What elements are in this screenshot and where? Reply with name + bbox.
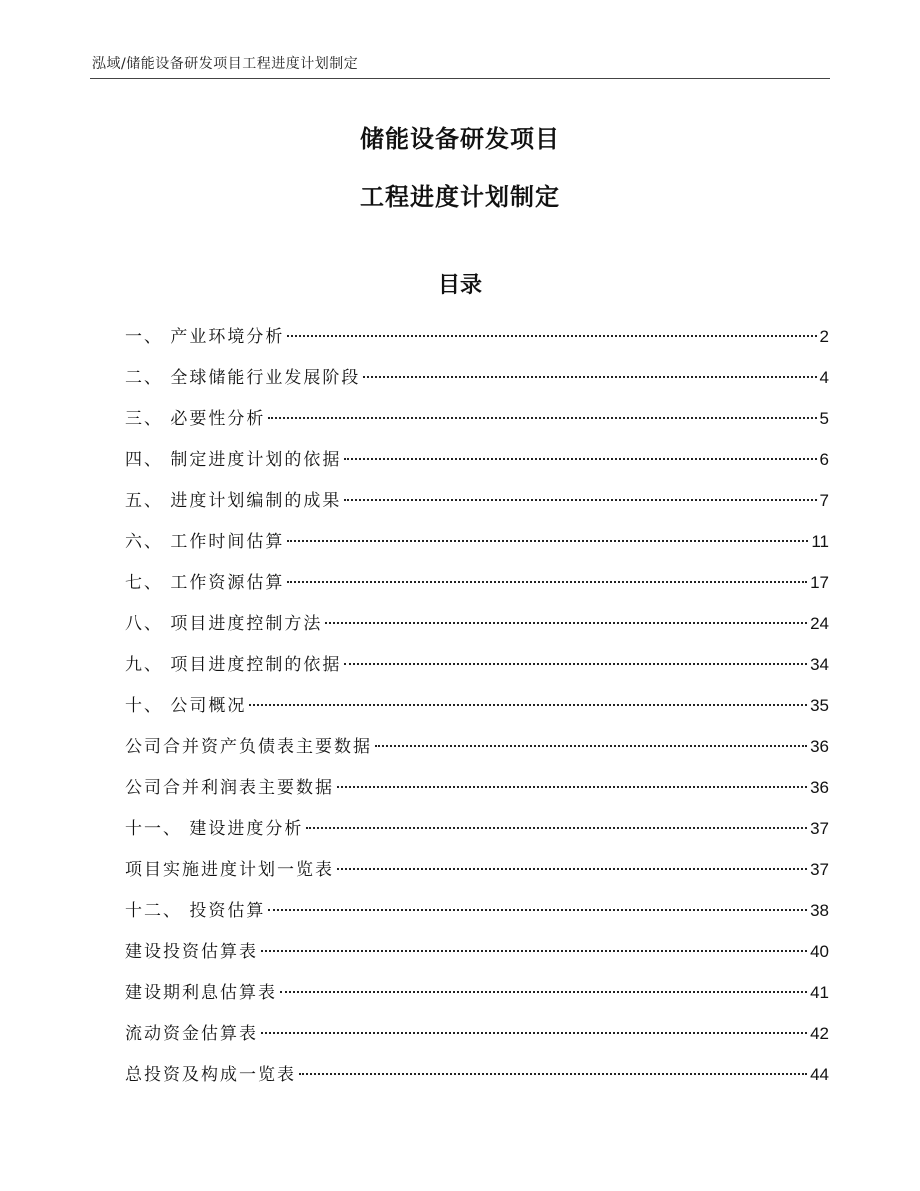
toc-entry[interactable] [125, 773, 829, 814]
toc-entry-label: 三、 必要性分析 [125, 409, 266, 429]
toc-entry-label: 九、 项目进度控制的依据 [125, 655, 342, 675]
toc-entry-page: 2 [819, 327, 829, 346]
toc-leader-dots [363, 376, 816, 378]
toc-entry[interactable] [125, 855, 829, 896]
toc-entry[interactable] [125, 732, 829, 773]
toc-entry-label: 公司合并利润表主要数据 [125, 778, 334, 798]
toc-entry-label: 项目实施进度计划一览表 [125, 860, 334, 880]
toc-entry[interactable] [125, 404, 829, 445]
toc-leader-dots [344, 499, 816, 501]
toc-entry-page: 36 [810, 778, 829, 797]
table-of-contents [125, 322, 829, 1101]
toc-entry[interactable] [125, 1060, 829, 1101]
toc-entry[interactable] [125, 1019, 829, 1060]
toc-entry[interactable] [125, 568, 829, 609]
toc-entry-page: 6 [819, 450, 829, 469]
running-header: 泓域/储能设备研发项目工程进度计划制定 [92, 56, 359, 72]
toc-leader-dots [344, 458, 816, 460]
toc-entry[interactable] [125, 896, 829, 937]
toc-entry-label: 流动资金估算表 [125, 1024, 258, 1044]
toc-entry-label: 公司合并资产负债表主要数据 [125, 737, 372, 757]
toc-leader-dots [299, 1073, 807, 1075]
toc-entry-page: 44 [810, 1065, 829, 1084]
toc-entry-page: 37 [810, 860, 829, 879]
toc-leader-dots [261, 1032, 807, 1034]
toc-entry-page: 38 [810, 901, 829, 920]
toc-leader-dots [268, 909, 807, 911]
toc-heading: 目录 [437, 273, 482, 298]
header-rule [90, 78, 830, 79]
toc-entry-page: 37 [810, 819, 829, 838]
toc-leader-dots [268, 417, 816, 419]
toc-entry-label: 一、 产业环境分析 [125, 327, 285, 347]
toc-entry-page: 34 [810, 655, 829, 674]
toc-leader-dots [261, 950, 807, 952]
toc-entry-label: 总投资及构成一览表 [125, 1065, 296, 1085]
toc-entry-page: 5 [819, 409, 829, 428]
toc-entry[interactable] [125, 363, 829, 404]
toc-leader-dots [337, 786, 807, 788]
toc-entry-page: 24 [810, 614, 829, 633]
toc-entry-label: 建设期利息估算表 [125, 983, 277, 1003]
toc-entry[interactable] [125, 527, 829, 568]
toc-entry[interactable] [125, 937, 829, 978]
document-title-line1: 储能设备研发项目 [360, 125, 560, 153]
toc-leader-dots [325, 622, 807, 624]
toc-entry-label: 十二、 投资估算 [125, 901, 266, 921]
toc-entry-page: 40 [810, 942, 829, 961]
toc-entry[interactable] [125, 609, 829, 650]
toc-entry-label: 建设投资估算表 [125, 942, 258, 962]
toc-entry-page: 17 [810, 573, 829, 592]
toc-entry-page: 4 [819, 368, 829, 387]
document-title-line2: 工程进度计划制定 [360, 183, 560, 211]
toc-entry[interactable] [125, 322, 829, 363]
toc-entry[interactable] [125, 978, 829, 1019]
toc-leader-dots [249, 704, 807, 706]
toc-entry[interactable] [125, 650, 829, 691]
toc-entry-label: 五、 进度计划编制的成果 [125, 491, 342, 511]
toc-entry-label: 七、 工作资源估算 [125, 573, 285, 593]
toc-leader-dots [306, 827, 807, 829]
toc-entry[interactable] [125, 814, 829, 855]
toc-leader-dots [287, 335, 816, 337]
toc-leader-dots [280, 991, 807, 993]
toc-entry-page: 42 [810, 1024, 829, 1043]
toc-leader-dots [375, 745, 807, 747]
toc-entry-label: 六、 工作时间估算 [125, 532, 285, 552]
toc-leader-dots [287, 540, 808, 542]
toc-entry-label: 四、 制定进度计划的依据 [125, 450, 342, 470]
toc-entry-label: 十、 公司概况 [125, 696, 247, 716]
toc-entry-page: 41 [810, 983, 829, 1002]
toc-entry-page: 35 [810, 696, 829, 715]
toc-leader-dots [337, 868, 807, 870]
toc-entry-page: 36 [810, 737, 829, 756]
toc-entry[interactable] [125, 691, 829, 732]
toc-entry-page: 7 [819, 491, 829, 510]
toc-leader-dots [344, 663, 807, 665]
toc-entry[interactable] [125, 486, 829, 527]
toc-leader-dots [287, 581, 807, 583]
toc-entry-page: 11 [811, 532, 829, 551]
toc-entry-label: 二、 全球储能行业发展阶段 [125, 368, 361, 388]
toc-entry-label: 八、 项目进度控制方法 [125, 614, 323, 634]
toc-entry-label: 十一、 建设进度分析 [125, 819, 304, 839]
toc-entry[interactable] [125, 445, 829, 486]
